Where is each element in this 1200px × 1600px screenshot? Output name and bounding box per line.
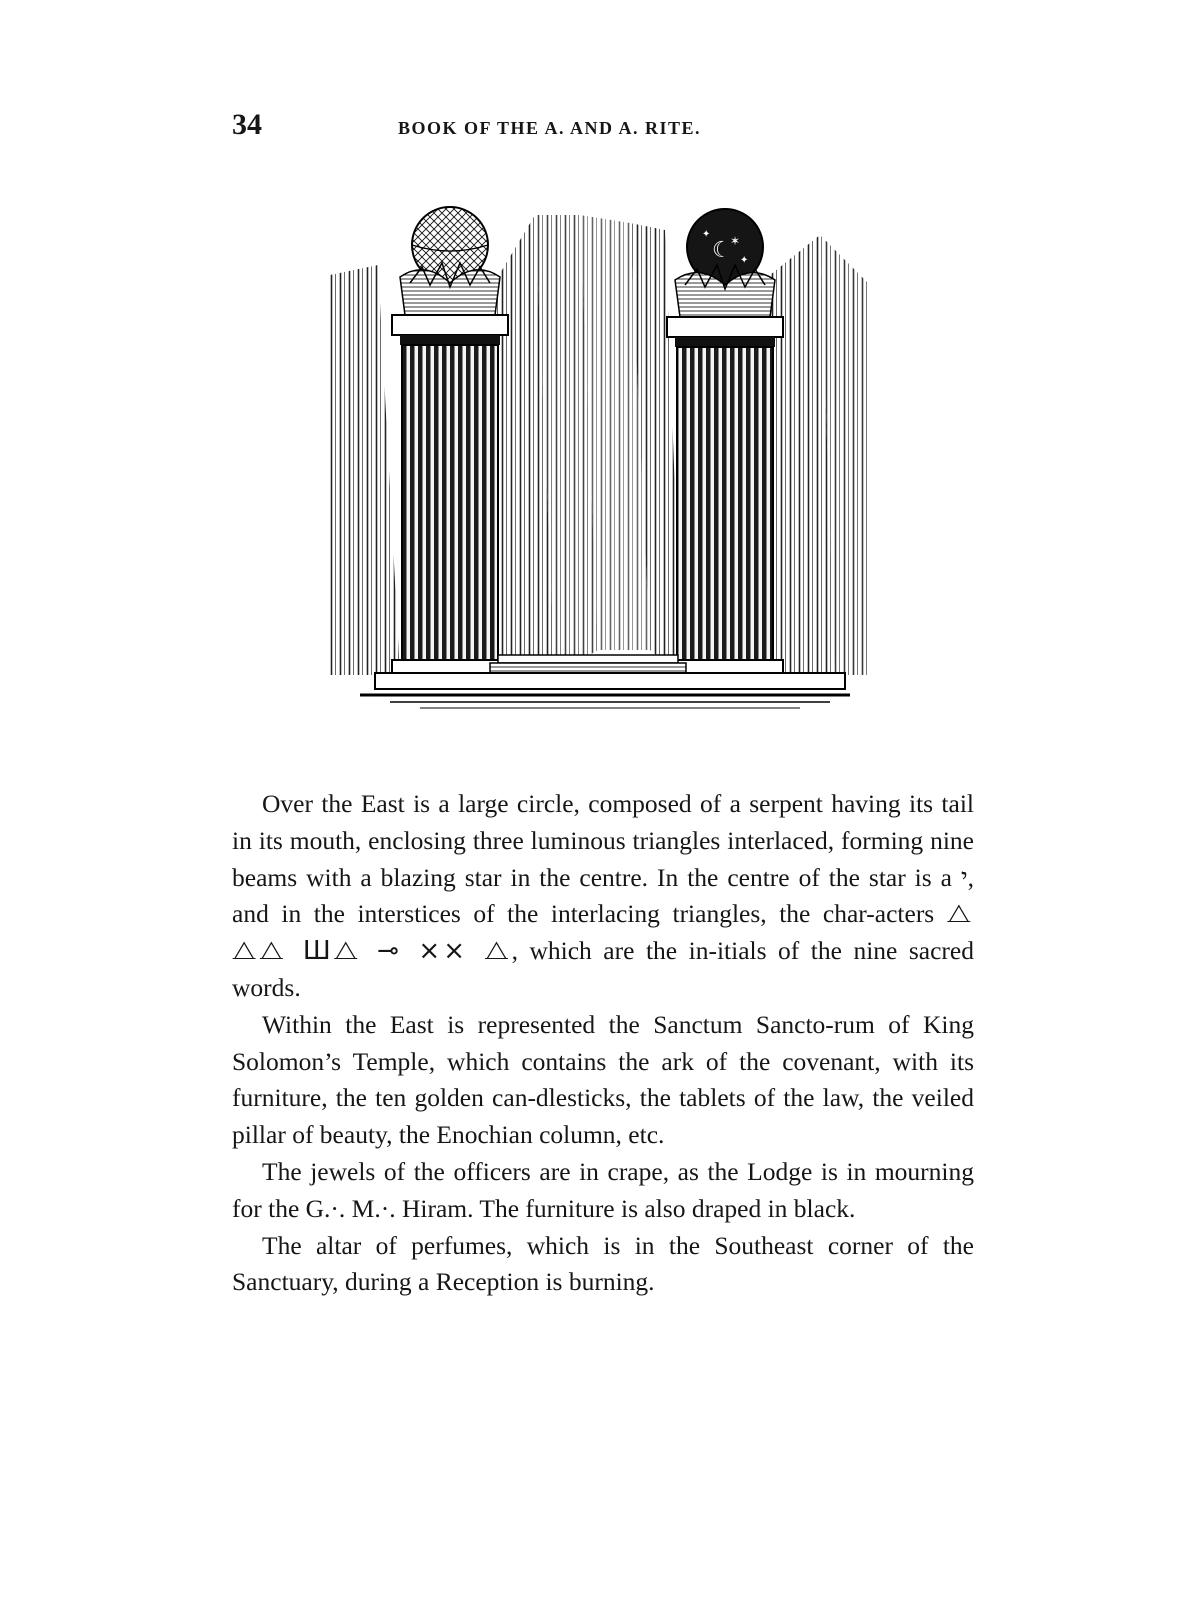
right-pillar: [667, 209, 783, 675]
paragraph-east-circle: Over the East is a large circle, composed of a serpent having its tail in its mouth, enclosing three luminous triangles interlaced, forming nine beams with a blazing star in the centre. In the centre of the star is a י, and in the interstices of the interlacing triangles, the char-acters ⧍ ⧍⧍ Ш⧍ ⊸ ⨯⨯ ⧍, which are the in-itials of the nine sacred words.: [232, 789, 974, 1002]
svg-text:✶: ✶: [730, 234, 741, 248]
paragraph-jewels: The jewels of the officers are in crape, as the Lodge is in mourning for the G.·. M.·. Hiram. The furniture is also draped in black.: [232, 1156, 974, 1223]
svg-text:✦: ✦: [740, 255, 749, 266]
pillars-engraving: [330, 205, 870, 725]
curtain-center: [535, 215, 682, 675]
left-pillar: [392, 207, 508, 675]
svg-text:☾: ☾: [712, 238, 732, 263]
hebrew-letter: י: [960, 862, 968, 892]
svg-text:✦: ✦: [702, 229, 711, 240]
paragraph-altar: The altar of perfumes, which is in the Southeast corner of the Sanctuary, during a Reception is burning.: [232, 1230, 974, 1297]
curtain-right: [770, 235, 870, 675]
running-head: BOOK OF THE A. AND A. RITE.: [398, 118, 702, 138]
page-number: 34: [232, 108, 262, 141]
sacred-characters: ⧍ ⧍⧍ Ш⧍ ⊸ ⨯⨯ ⧍: [232, 899, 974, 967]
paragraph-sanctum: Within the East is represented the Sanctum Sancto-rum of King Solomon’s Temple, which contains the ark of the covenant, with its furniture, the ten golden can-dlesticks, the tablets of the law, the veiled pillar of beauty, the Enochian column, etc.: [232, 1009, 974, 1150]
page-header: [232, 108, 972, 148]
body-text: [232, 786, 974, 1301]
